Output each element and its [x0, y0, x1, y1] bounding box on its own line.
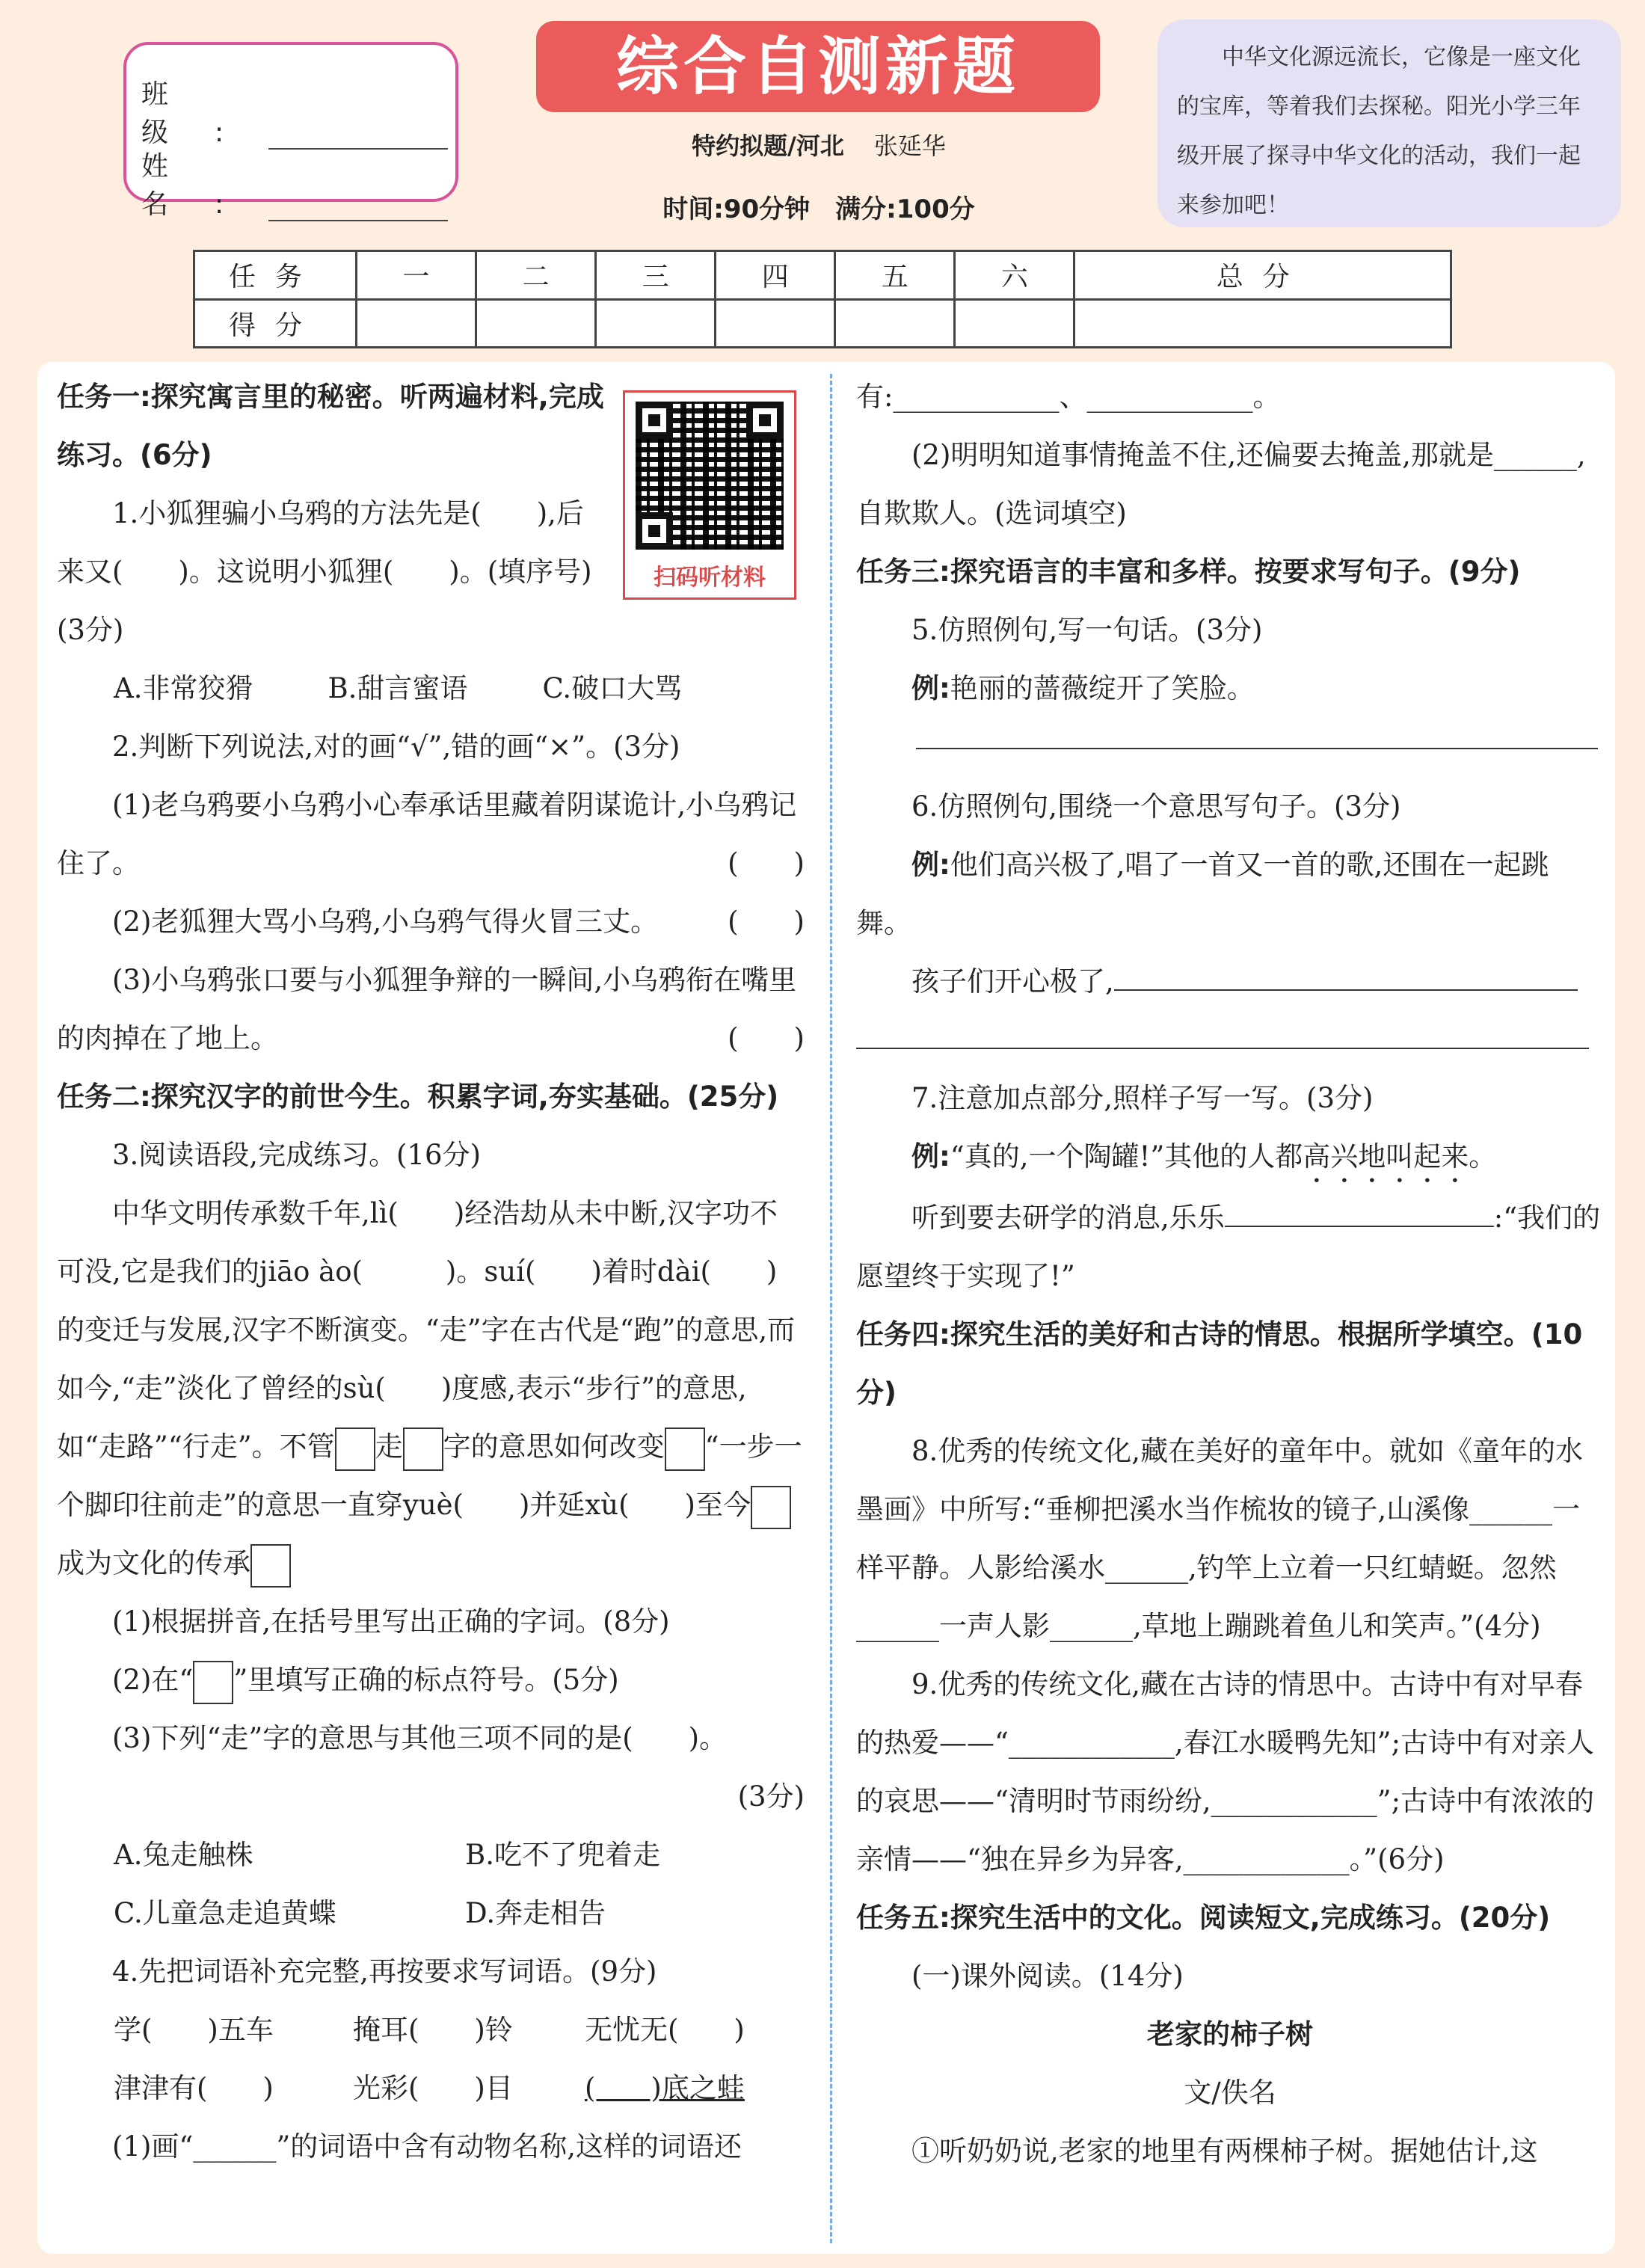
- option[interactable]: A.非常狡猾: [114, 672, 253, 704]
- question-7: 7.注意加点部分,照样子写一写。(3分): [911, 1082, 1374, 1114]
- class-name-box: [123, 42, 458, 220]
- score-table-header-row: [194, 251, 1451, 300]
- example-label: 例:: [911, 1140, 950, 1173]
- question-8: 8.优秀的传统文化,藏在美好的童年中。就如《童年的水墨画》中所写:“垂柳把溪水当作梳妆的镜子,山溪像______一样平静。人影给溪水______,钓竿上立着一只红蜻蜓。忽然______一声人影______,草地上蹦跳着鱼儿和笑声。”(4分): [856, 1435, 1584, 1642]
- answer-paren[interactable]: ( ): [728, 1022, 805, 1054]
- score-row-label: 得分: [194, 299, 357, 348]
- example-text: 艳丽的蔷薇绽开了笑脸。: [950, 672, 1255, 704]
- q7-example: [856, 1128, 1604, 1189]
- task2-heading: 任务二:探究汉字的前世今生。积累字词,夯实基础。(25分): [57, 1081, 779, 1113]
- task3-heading: 任务三:探究语言的丰富和多样。按要求写句子。(9分): [856, 556, 1521, 588]
- q2-item-text: (2)老狐狸大骂小乌鸦,小乌鸦气得火冒三丈。: [112, 906, 659, 938]
- passage-text: 字的意思如何改变: [443, 1430, 665, 1463]
- name-label: 姓名:: [141, 151, 271, 220]
- idiom[interactable]: 津津有( ): [114, 2072, 274, 2104]
- passage-text: 走: [375, 1430, 403, 1463]
- page-title: 综合自测新题: [536, 21, 1100, 112]
- task1-heading: 任务一:探究寓言里的秘密。听两遍材料,完成练习。(6分): [57, 381, 604, 471]
- option[interactable]: D.奔走相告: [465, 1897, 606, 1929]
- q7-question: [856, 1189, 1604, 1306]
- answer-paren[interactable]: ( ): [728, 847, 805, 879]
- score-input[interactable]: [357, 299, 476, 348]
- q7-text: 听到要去研学的消息,乐乐: [911, 1202, 1225, 1234]
- passage-text: “一步一个脚印往前走”的意思一直穿yuè( )并延xù( )至今: [57, 1430, 802, 1521]
- option[interactable]: B.吃不了兜着走: [465, 1839, 660, 1871]
- question-9: 9.优秀的传统文化,藏在古诗的情思中。古诗中有对早春的热爱——“____________,春江水暖鸭先知”;古诗中有对亲人的哀思——“清明时节雨纷纷,____________”;古诗中有浓浓的亲情——“独在异乡为异客,____________。”(6分): [856, 1668, 1595, 1875]
- idiom[interactable]: 掩耳( )铃: [353, 2014, 513, 2046]
- idiom[interactable]: 学( )五车: [114, 2014, 274, 2046]
- option[interactable]: C.儿童急走追黄蝶: [114, 1897, 336, 1929]
- score-cell: 一: [357, 251, 476, 300]
- q4-words-row1: [57, 2001, 805, 2059]
- q3-options-row2: [57, 1884, 805, 1943]
- q6-example: [856, 836, 1604, 953]
- question-6: 6.仿照例句,围绕一个意思写句子。(3分): [911, 790, 1401, 823]
- score-cell: 任务: [194, 251, 357, 300]
- answer-paren[interactable]: ( ): [728, 906, 805, 938]
- intro-box: 中华文化源远流长，它像是一座文化的宝库，等着我们去探秘。阳光小学三年级开展了探寻中华文化的活动，我们一起来参加吧！: [1157, 19, 1621, 227]
- answer-blank[interactable]: [1225, 1200, 1494, 1227]
- q1-options: [57, 660, 805, 718]
- score-table: [193, 250, 1452, 348]
- answer-line[interactable]: [916, 718, 1598, 749]
- score-input[interactable]: [716, 299, 835, 348]
- punct-box[interactable]: [403, 1428, 443, 1471]
- score-cell: 四: [716, 251, 835, 300]
- idiom[interactable]: 光彩( )目: [353, 2072, 513, 2104]
- q2-item-2: [57, 893, 805, 951]
- q3-sub-2-text: (2)在“: [112, 1664, 194, 1696]
- score-input[interactable]: [1074, 299, 1451, 348]
- q4-sub-1: (1)画“______”的词语中含有动物名称,这样的词语还: [112, 2130, 742, 2163]
- q2-item-3: [57, 951, 805, 1068]
- task4-heading: 任务四:探究生活的美好和古诗的情思。根据所学填空。(10分): [856, 1318, 1583, 1409]
- score-cell: 三: [596, 251, 716, 300]
- q4-sub-2: (2)明明知道事情掩盖不住,还偏要去掩盖,那就是______,自欺欺人。(选词填空): [856, 439, 1586, 529]
- right-column: [856, 368, 1604, 2181]
- score-cell: 六: [955, 251, 1074, 300]
- example-text: “真的,一个陶罐!”其他的人都: [950, 1140, 1303, 1173]
- q6-answer-line2: [856, 1011, 1604, 1069]
- punct-box[interactable]: [250, 1544, 291, 1588]
- q2-item-1: [57, 776, 805, 893]
- score-input[interactable]: [835, 299, 955, 348]
- answer-blank[interactable]: [856, 1022, 1589, 1049]
- time-score: 时间:90分钟 满分:100分: [662, 194, 975, 224]
- subtitle: [523, 127, 1114, 162]
- punct-box-sample: [193, 1661, 233, 1704]
- idiom[interactable]: 无忧无( ): [585, 2014, 745, 2046]
- q3-sub-3: (3)下列“走”字的意思与其他三项不同的是( )。: [112, 1722, 728, 1754]
- score-cell: 二: [476, 251, 596, 300]
- emphasis-text: 高兴地叫起来: [1303, 1140, 1469, 1173]
- name-field[interactable]: [141, 145, 448, 221]
- qr-label: 扫码听材料: [654, 565, 766, 591]
- class-field[interactable]: [141, 73, 448, 150]
- punct-box[interactable]: [335, 1428, 375, 1471]
- answer-blank[interactable]: [1114, 964, 1578, 991]
- score-input[interactable]: [955, 299, 1074, 348]
- q4-words-row2: [57, 2059, 805, 2118]
- q3-sub-2-text: ”里填写正确的标点符号。(5分): [233, 1664, 619, 1696]
- q6-answer-start: [856, 953, 1604, 1011]
- example-label: 例:: [911, 672, 950, 704]
- name-input-line[interactable]: [268, 193, 448, 221]
- class-label: 班级:: [141, 79, 271, 148]
- option[interactable]: C.破口大骂: [542, 672, 683, 704]
- left-column: [57, 368, 805, 2176]
- example-text: 。: [1469, 1140, 1497, 1173]
- punct-box[interactable]: [751, 1486, 791, 1529]
- q2-item-text: (3)小乌鸦张口要与小狐狸争辩的一瞬间,小乌鸦衔在嘴里的肉掉在了地上。: [57, 964, 797, 1054]
- q3-sub-2: [57, 1651, 805, 1709]
- q3-sub-1: (1)根据拼音,在括号里写出正确的字词。(8分): [112, 1605, 670, 1638]
- punct-box[interactable]: [665, 1428, 705, 1471]
- option[interactable]: A.兔走触株: [114, 1839, 253, 1871]
- score-cell: 总分: [1074, 251, 1451, 300]
- q3-options-row1: [57, 1826, 805, 1884]
- question-4: 4.先把词语补充完整,再按要求写词语。(9分): [112, 1955, 657, 1988]
- example-label: 例:: [911, 849, 950, 881]
- score-table-score-row: [194, 299, 1451, 348]
- score-input[interactable]: [596, 299, 716, 348]
- section-1: (一)课外阅读。(14分): [911, 1960, 1184, 1992]
- special-label: 特约拟题/河北: [692, 132, 844, 160]
- q3-sub-3-score: (3分): [737, 1780, 805, 1813]
- idiom-underlined[interactable]: ( )底之蛙: [585, 2072, 745, 2104]
- article-author: 文/佚名: [1184, 2077, 1276, 2109]
- article-title: 老家的柿子树: [1147, 2018, 1313, 2050]
- q3-passage: [57, 1184, 805, 1593]
- q2-item-text: (1)老乌鸦要小乌鸦小心奉承话里藏着阴谋诡计,小乌鸦记住了。: [57, 789, 797, 879]
- question-3: 3.阅读语段,完成练习。(16分): [112, 1139, 482, 1171]
- option[interactable]: B.甜言蜜语: [328, 672, 468, 704]
- column-divider: [830, 374, 832, 2243]
- score-input[interactable]: [476, 299, 596, 348]
- passage-text: 中华文明传承数千年,lì( )经浩劫从未中断,汉字功不可没,它是我们的jiāo ào( )。suí( )着时dài( )的变迁与发展,汉字不断演变。“走”字在古代是“跑”的意思,而如今,“走”淡化了曾经的sù( )度感,表示“步行”的意思,如“走路”“行走”。不管: [57, 1197, 796, 1463]
- question-5: 5.仿照例句,写一句话。(3分): [911, 614, 1263, 646]
- question-1: 1.小狐狸骗小乌鸦的方法先是( ),后来又( )。这说明小狐狸( )。(填序号)(3分): [57, 497, 592, 646]
- task5-heading: 任务五:探究生活中的文化。阅读短文,完成练习。(20分): [856, 1902, 1551, 1934]
- passage-text: 成为文化的传承: [57, 1547, 250, 1579]
- author: 张延华: [873, 132, 946, 160]
- q7-text: :“我们的愿望终于实现了!”: [856, 1202, 1601, 1292]
- score-cell: 五: [835, 251, 955, 300]
- q5-example: [856, 660, 1604, 718]
- question-2: 2.判断下列说法,对的画“√”,错的画“×”。(3分): [112, 731, 680, 763]
- q4-sub-1-cont: 有:____________、____________。: [856, 381, 1281, 413]
- example-text: 他们高兴极了,唱了一首又一首的歌,还围在一起跳舞。: [856, 849, 1549, 939]
- article-paragraph-1: ①听奶奶说,老家的地里有两棵柿子树。据她估计,这: [911, 2135, 1538, 2167]
- q6-start-text: 孩子们开心极了,: [911, 965, 1114, 998]
